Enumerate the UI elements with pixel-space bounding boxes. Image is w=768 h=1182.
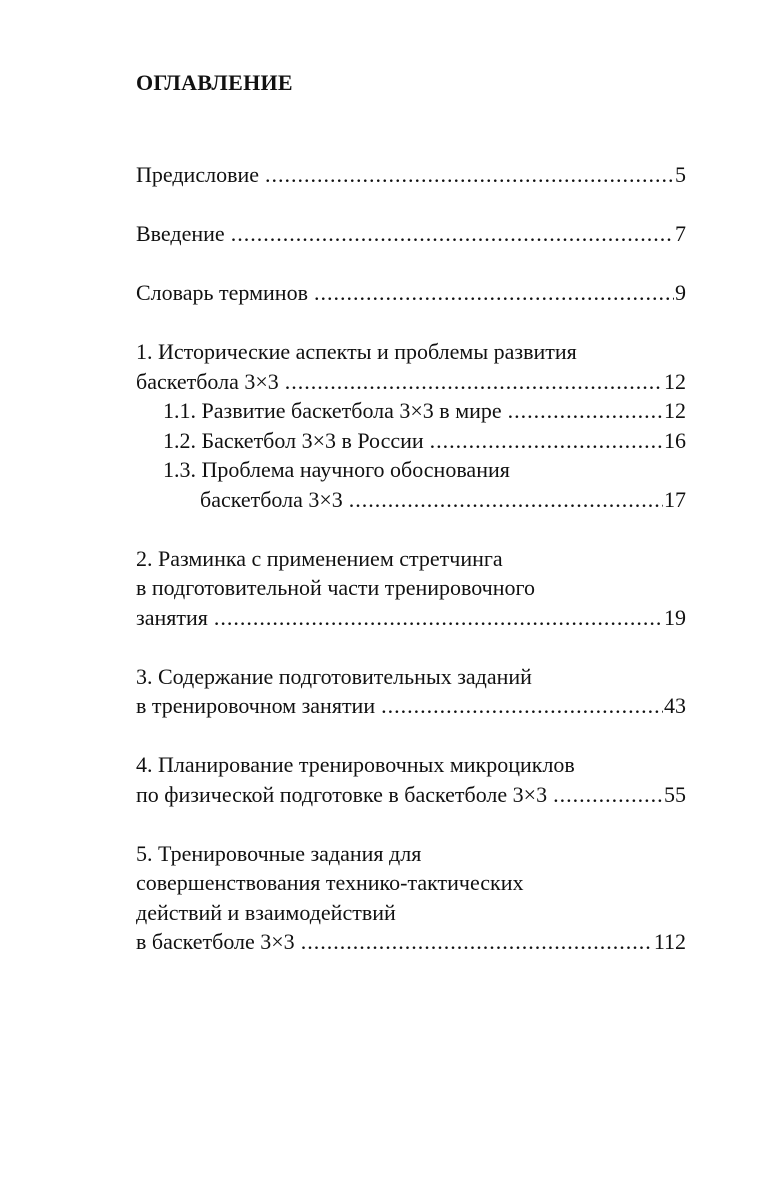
toc-line — [136, 160, 686, 190]
toc-line — [136, 603, 686, 633]
toc-line — [136, 573, 686, 603]
toc-entry-title: 1.1. Развитие баскетбола 3×3 в мире — [163, 398, 502, 423]
toc-entry-title: Предисловие — [136, 162, 259, 187]
dot-leader — [508, 396, 663, 426]
dot-leader — [301, 927, 653, 957]
toc-entry-title: Введение — [136, 221, 225, 246]
toc-entry-title-cont: баскетбола 3×3 — [136, 368, 279, 394]
toc-entry-title-cont: по физической подготовке в баскетболе 3×3 — [136, 781, 548, 807]
toc-entry-title-cont: действий и взаимодействий — [136, 899, 396, 925]
toc-entry-title-cont: совершенствования технико-тактических — [136, 870, 524, 895]
toc-line — [136, 278, 686, 308]
table-of-contents — [136, 160, 686, 957]
toc-entry-title-cont: в баскетболе 3×3 — [136, 929, 295, 954]
dot-leader — [265, 160, 674, 190]
toc-page-number: 112 — [653, 929, 686, 954]
dot-leader — [231, 219, 674, 249]
toc-entry-chapter-2 — [136, 544, 686, 633]
toc-entry-title-cont: занятия — [136, 604, 208, 630]
toc-line — [136, 367, 686, 397]
toc-entry-introduction — [136, 219, 686, 249]
toc-entry-preface — [136, 160, 686, 190]
toc-line — [136, 868, 686, 898]
toc-line — [136, 780, 686, 810]
toc-entry-title: Словарь терминов — [136, 280, 308, 305]
toc-line — [136, 662, 686, 692]
toc-page-number: 5 — [675, 162, 686, 187]
toc-page-number: 12 — [664, 398, 686, 423]
toc-entry-glossary — [136, 278, 686, 308]
toc-entry-title: 4. Планирование тренировочных микроциклов — [136, 752, 575, 777]
toc-page-number: 19 — [664, 604, 686, 630]
toc-line — [136, 750, 686, 780]
toc-entry-title: 3. Содержание подготовительных заданий — [136, 663, 532, 689]
toc-entry-chapter-5 — [136, 839, 686, 957]
dot-leader — [214, 603, 663, 633]
toc-page-number: 12 — [664, 368, 686, 394]
toc-entry-title: 2. Разминка с применением стретчинга — [136, 545, 503, 571]
toc-page-number: 7 — [675, 221, 686, 246]
dot-leader — [285, 367, 663, 397]
toc-line — [136, 337, 686, 367]
dot-leader — [553, 780, 663, 810]
toc-entry-chapter-3 — [136, 662, 686, 721]
toc-line — [136, 898, 686, 928]
toc-line — [136, 839, 686, 869]
toc-subsection-1-1 — [136, 396, 686, 426]
toc-entry-title: 1.3. Проблема научного обоснования — [163, 457, 510, 482]
toc-entry-title: 5. Тренировочные задания для — [136, 840, 422, 866]
toc-entry-chapter-1 — [136, 337, 686, 514]
toc-title: ОГЛАВЛЕНИЕ — [136, 70, 293, 95]
toc-page-number: 55 — [664, 781, 686, 807]
toc-line — [136, 485, 686, 515]
toc-entry-title: 1. Исторические аспекты и проблемы развития — [136, 339, 577, 364]
toc-line — [136, 927, 686, 957]
toc-entry-chapter-4 — [136, 750, 686, 809]
toc-subsection-1-2 — [136, 426, 686, 456]
toc-entry-title-cont: в подготовительной части тренировочного — [136, 575, 535, 600]
dot-leader — [381, 691, 663, 721]
dot-leader — [430, 426, 663, 456]
dot-leader — [314, 278, 674, 308]
dot-leader — [349, 485, 663, 515]
toc-page-number: 43 — [664, 693, 686, 718]
toc-page-number: 16 — [664, 427, 686, 453]
toc-page-number: 9 — [675, 280, 686, 305]
toc-line — [136, 544, 686, 574]
toc-entry-title-cont: баскетбола 3×3 — [200, 486, 343, 512]
toc-subsection-1-3 — [136, 455, 686, 485]
toc-page-number: 17 — [664, 486, 686, 512]
toc-entry-title-cont: в тренировочном занятии — [136, 693, 376, 718]
toc-line — [136, 691, 686, 721]
toc-entry-title: 1.2. Баскетбол 3×3 в России — [163, 427, 424, 453]
toc-line — [136, 219, 686, 249]
